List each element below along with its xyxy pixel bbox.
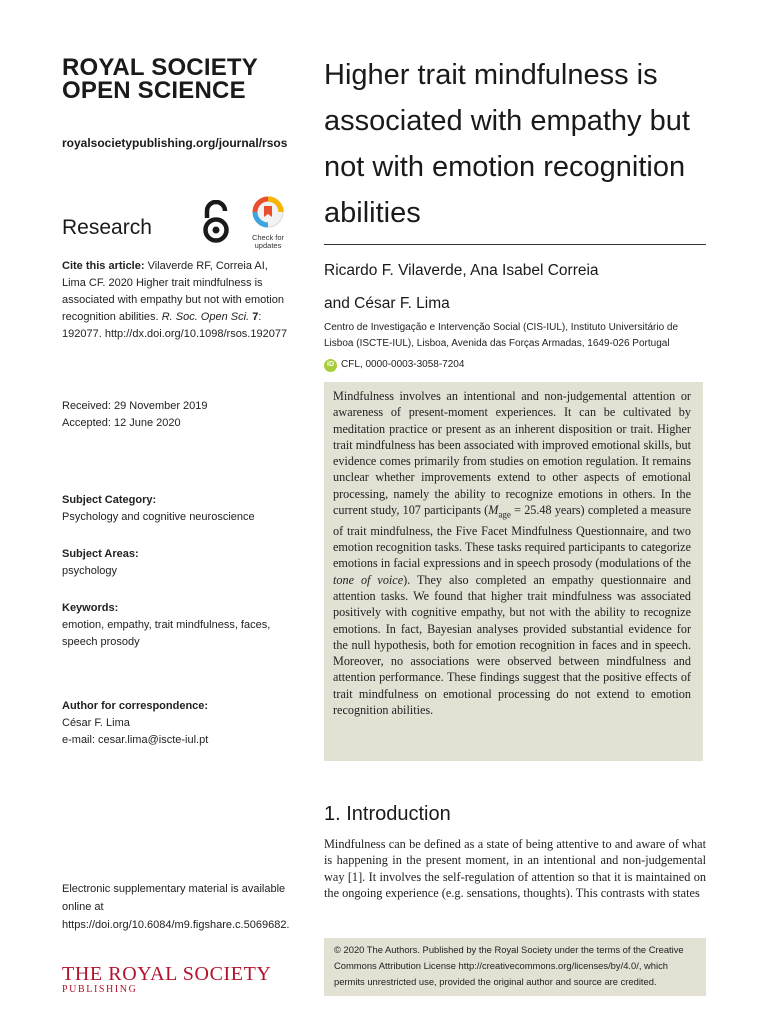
abstract-age-sub: age	[498, 509, 511, 520]
abstract-box	[324, 382, 703, 761]
citation-article-no: : 192077.	[62, 311, 262, 340]
check-updates-line1: Check for	[251, 233, 285, 242]
authors-line2: and César F. Lima	[324, 295, 450, 312]
orcid-icon: iD	[324, 359, 337, 372]
abstract-part1: Mindfulness involves an intentional and non-judgemental attention or awareness of present-moment experiences. It can be cultivated by meditation practice or present as an inherent disposition or trait. Higher trait mindfulness has been associated with improved emotional skills, but evidence comes primarily from studies on emotion regulation. It remains unclear whether improvements extend to other aspects of emotional processing, namely the ability to recognize emotions in others. In the current study, 107 participants (	[333, 389, 691, 518]
subject-areas	[62, 546, 292, 580]
check-for-updates-icon	[252, 196, 284, 228]
citation-block	[62, 258, 292, 343]
intro-body: Mindfulness can be defined as a state of being attentive to and aware of what is happening in the present moment, in an intentional and non-judgemental way [1]. It involves the self-regulation of attention so that it is maintained on the ongoing experience (e.g. sensations, thoughts). This contrasts with states	[324, 837, 706, 900]
dates-block	[62, 398, 292, 432]
intro-heading: 1. Introduction	[324, 803, 451, 825]
subject-areas-value: psychology	[62, 565, 118, 577]
keywords-value: emotion, empathy, trait mindfulness, faces, speech prosody	[62, 619, 271, 648]
citation-doi-link[interactable]: http://dx.doi.org/10.1098/rsos.192077	[104, 328, 288, 340]
subject-category-value: Psychology and cognitive neuroscience	[62, 511, 255, 523]
license-box: © 2020 The Authors. Published by the Royal Society under the terms of the Creative Commons Attribution License http://creativecommons.org/licenses/by/4.0/, which permits unrestricted use, provided the original author and source are credited.	[324, 938, 706, 996]
citation-text: Vilaverde RF, Correia AI, Lima CF. 2020 Higher trait mindfulness is associated with empathy but not with emotion recognition abilities.	[62, 260, 284, 323]
citation-volume: 7	[252, 311, 259, 323]
publisher-logo-line2: PUBLISHING	[62, 984, 138, 995]
author-list	[324, 254, 706, 320]
correspondence-label: Author for correspondence:	[62, 700, 209, 712]
correspondence-email[interactable]: e-mail: cesar.lima@iscte-iul.pt	[62, 734, 209, 746]
article-title: Higher trait mindfulness is associated with empathy but not with emotion recognition abilities	[324, 59, 690, 229]
accepted-date: Accepted: 12 June 2020	[62, 417, 181, 429]
publisher-logo	[62, 964, 292, 996]
section-label: Research	[62, 216, 152, 239]
citation-journal: R. Soc. Open Sci.	[161, 311, 250, 323]
abstract-m: M	[488, 503, 499, 518]
abstract-part2: years) completed a measure of trait mindfulness, the Five Facet Mindfulness Questionnaire, and two emotion recognition tasks. These tasks required participants to categorize emotions in facial expressions and in speech prosody (modulations of the	[333, 503, 692, 571]
keywords	[62, 600, 292, 651]
supplementary-note: Electronic supplementary material is available online at https://doi.org/10.6084/m9.figshare.c.5069682.	[62, 883, 290, 931]
abstract-italic: tone of voice	[333, 572, 404, 587]
affiliation: Centro de Investigação e Intervenção Social (CIS-IUL), Instituto Universitário de Lisboa (ISCTE-IUL), Lisboa, Avenida das Forças Armadas, 1649-026 Portugal	[324, 322, 679, 349]
publisher-logo-line1: THE ROYAL SOCIETY	[62, 963, 272, 985]
title-divider	[324, 244, 706, 245]
subject-category	[62, 492, 292, 526]
journal-url-link[interactable]: royalsocietypublishing.org/journal/rsos	[62, 136, 288, 150]
keywords-label: Keywords:	[62, 602, 119, 614]
received-date: Received: 29 November 2019	[62, 400, 208, 412]
orcid-text: CFL, 0000-0003-3058-7204	[341, 359, 465, 370]
authors-line1: Ricardo F. Vilaverde, Ana Isabel Correia	[324, 262, 599, 279]
open-access-icon	[198, 200, 234, 244]
abstract-part3: ). They also completed an empathy questionnaire and attention tasks. We found that higher trait mindfulness was associated positively with cognitive empathy, but not with the ability to recognize emotions. In fact, Bayesian analyses provided substantial evidence for the null hypothesis, both for emotion recognition in faces and in speech. Moreover, no associations were observed between mindfulness and attention performance. These findings suggest that the positive effects of trait mindfulness on emotional processing do not extend to emotion recognition abilities.	[333, 572, 691, 718]
check-updates-line2: updates	[254, 241, 282, 250]
journal-name-line2: OPEN SCIENCE	[62, 77, 246, 104]
subject-category-label: Subject Category:	[62, 494, 157, 506]
citation-label: Cite this article:	[62, 260, 145, 272]
correspondence-name: César F. Lima	[62, 717, 130, 729]
abstract-age-value: = 25.48	[510, 503, 552, 518]
correspondence	[62, 698, 292, 749]
subject-areas-label: Subject Areas:	[62, 548, 139, 560]
orcid-line[interactable]	[324, 357, 464, 373]
check-for-updates-button[interactable]	[246, 196, 290, 250]
journal-name-line1: ROYAL SOCIETY	[62, 54, 258, 81]
journal-logo	[62, 56, 292, 102]
